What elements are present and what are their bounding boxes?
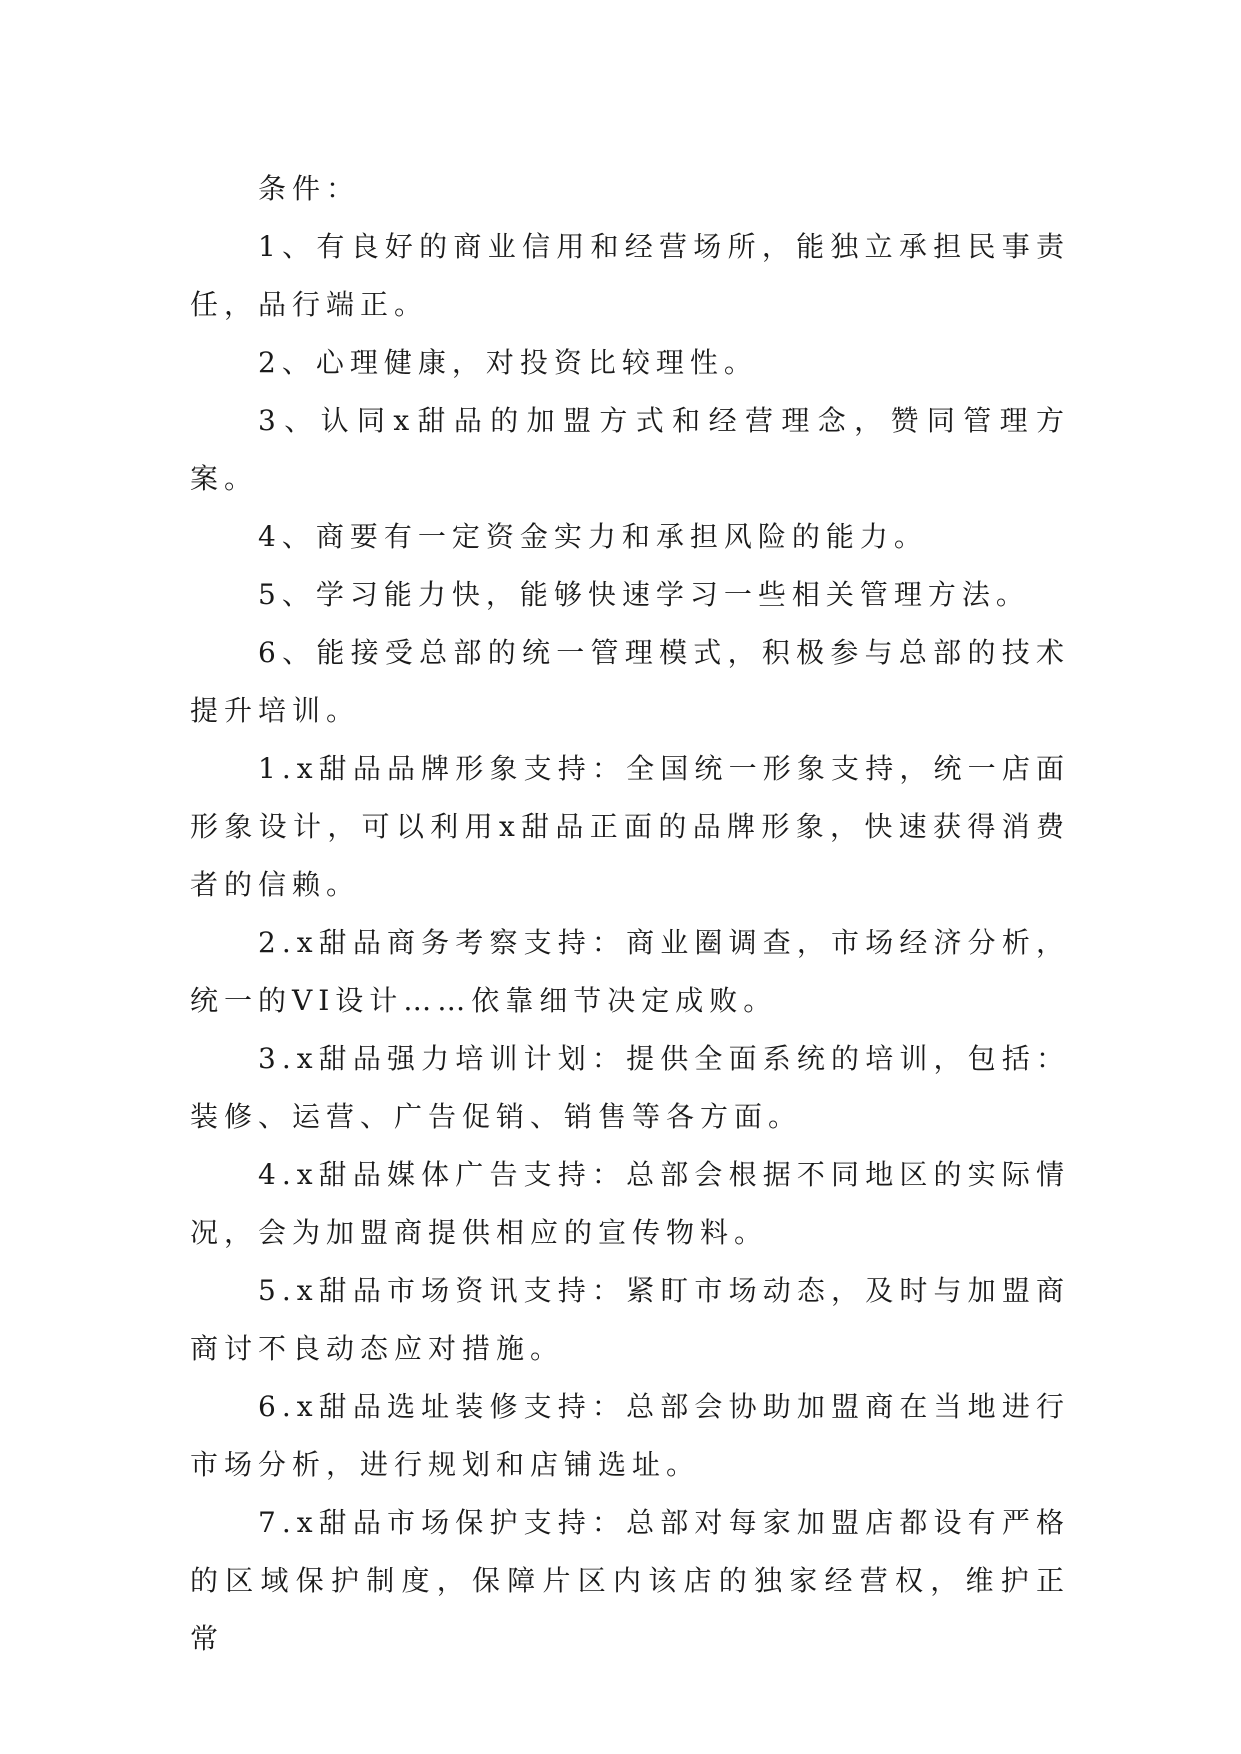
paragraph-condition-4: 4、商要有一定资金实力和承担风险的能力。 [258, 520, 928, 553]
paragraph-support-7: 7.x甜品市场保护支持：总部对每家加盟店都设有严格的区域保护制度，保障片区内该店的独家经营权，维护正常 [190, 1506, 1070, 1655]
paragraph-condition-2: 2、心理健康，对投资比较理性。 [258, 346, 758, 379]
paragraph-support-2: 2.x甜品商务考察支持：商业圈调查，市场经济分析，统一的VI设计……依靠细节决定成败。 [190, 926, 1070, 1017]
paragraph-condition-5: 5、学习能力快，能够快速学习一些相关管理方法。 [258, 578, 1030, 611]
document-body [190, 160, 1070, 1668]
paragraph-condition-3: 3、认同x甜品的加盟方式和经营理念，赞同管理方案。 [190, 404, 1070, 495]
paragraph-support-1: 1.x甜品品牌形象支持：全国统一形象支持，统一店面形象设计，可以利用x甜品正面的品牌形象，快速获得消费者的信赖。 [190, 752, 1070, 901]
paragraph-conditions-heading: 条件： [258, 172, 361, 205]
paragraph-support-3: 3.x甜品强力培训计划：提供全面系统的培训，包括：装修、运营、广告促销、销售等各方面。 [190, 1042, 1070, 1133]
paragraph-support-5: 5.x甜品市场资讯支持：紧盯市场动态，及时与加盟商商讨不良动态应对措施。 [190, 1274, 1070, 1365]
paragraph-support-6: 6.x甜品选址装修支持：总部会协助加盟商在当地进行市场分析，进行规划和店铺选址。 [190, 1390, 1070, 1481]
paragraph-support-4: 4.x甜品媒体广告支持：总部会根据不同地区的实际情况，会为加盟商提供相应的宣传物料。 [190, 1158, 1070, 1249]
paragraph-condition-1: 1、有良好的商业信用和经营场所，能独立承担民事责任，品行端正。 [190, 230, 1070, 321]
paragraph-condition-6: 6、能接受总部的统一管理模式，积极参与总部的技术提升培训。 [190, 636, 1070, 727]
